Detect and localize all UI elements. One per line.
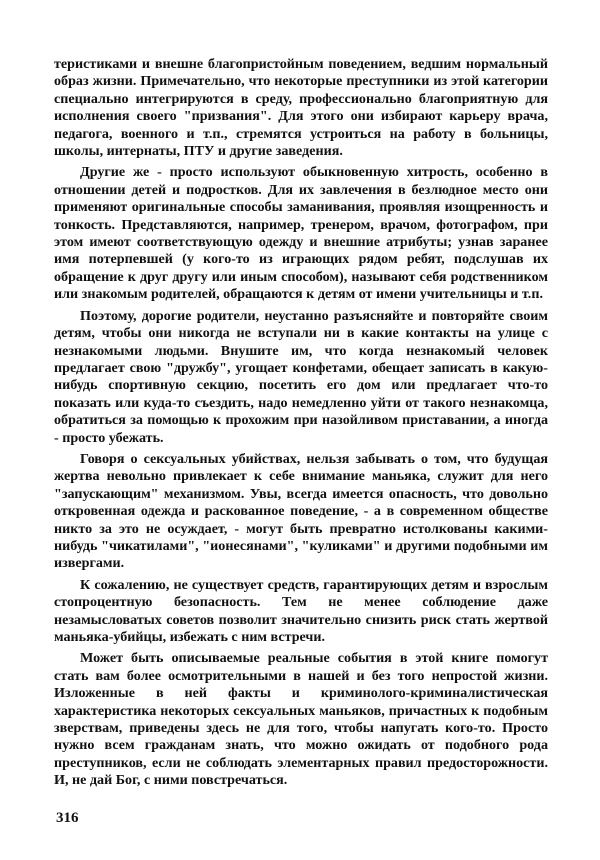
paragraph-book-purpose: Может быть описываемые реальные события в этой книге помогут стать вам более осмотрительными в нашей и без того непростой жизни. Изложенные в ней факты и криминолого-криминалистическая характеристика некоторых сексуальных маньяков, причастных к подобным зверствам, приведены здесь не для того, чтобы напугать кого-то. Просто нужно всем гражданам знать, что можно ожидать от подобного рода преступников, если не соблюдать элементарных правил предосторожности. И, не дай Бог, с ними повстречаться. xyxy=(54,650,548,789)
body-text xyxy=(54,56,548,794)
page-number: 316 xyxy=(56,810,79,826)
paragraph-sexual-murders: Говоря о сексуальных убийствах, нельзя забывать о том, что будущая жертва невольно привлекает к себе внимание маньяка, служит для него "запускающим" механизмом. Увы, всегда имеется опасность, что довольно откровенная одежда и раскованное поведение, - а в современном обществе никто за это не осуждает, - могут быть превратно истолкованы какими-нибудь "чикатилами", "ионесянами", "куликами" и другими подобными им извергами. xyxy=(54,450,548,572)
paragraph-parents-advice: Поэтому, дорогие родители, неустанно разъясняйте и повторяйте своим детям, чтобы они никогда не вступали ни в какие контакты на улице с незнакомыми людьми. Внушите им, что когда незнакомый человек предлагает свою "дружбу", угощает конфетами, обещает записать в какую-нибудь спортивную секцию, посетить его дом или предлагает что-то показать или куда-то съездить, надо немедленно уйти от такого незнакомца, обратиться за помощью к прохожим при назойливом приставании, а иногда - просто убежать. xyxy=(54,307,548,446)
paragraph-cunning: Другие же - просто используют обыкновенную хитрость, особенно в отношении детей и подростков. Для их завлечения в безлюдное место они применяют оригинальные способы заманивания, проявляя изощренность и тонкость. Представляются, например, тренером, врачом, фотографом, при этом имеют соответствующую одежду и внешние атрибуты; узнав заранее имя потерпевшей (у кого-то из играющих рядом ребят, подслушав их обращение к друг другу или иным способом), называют себя родственником или знакомым родителей, обращаются к детям от имени учительницы и т.п. xyxy=(54,164,548,303)
paragraph-no-guarantees: К сожалению, не существует средств, гарантирующих детям и взрослым стопроцентную безопасность. Тем не менее соблюдение даже незамысловатых советов позволит значительно снизить риск стать жертвой маньяка-убийцы, избежать с ним встречи. xyxy=(54,576,548,645)
paragraph-continuation: теристиками и внешне благопристойным поведением, ведшим нормальный образ жизни. Примечательно, что некоторые преступники из этой категории специально интегрируются в среду, профессионально благоприятную для исполнения своего "призвания". Для этого они избирают карьеру врача, педагога, военного и т.п., стремятся устроиться на работу в больницы, школы, интернаты, ПТУ и другие заведения. xyxy=(54,56,548,160)
